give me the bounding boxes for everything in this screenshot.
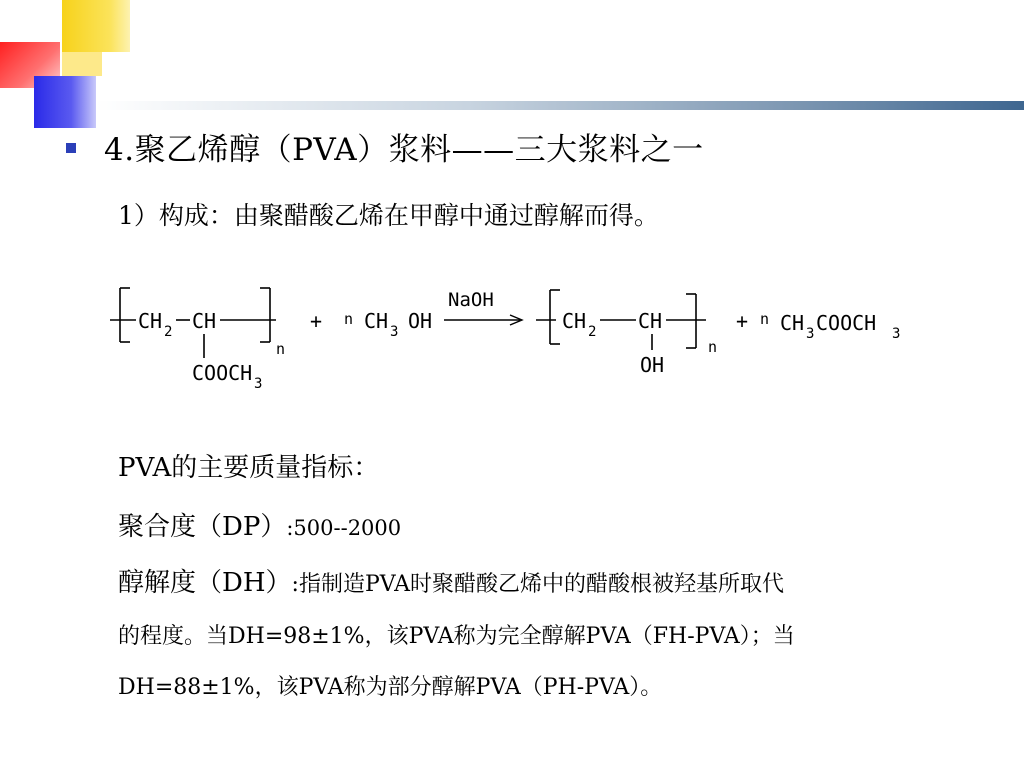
r1-n: n: [276, 340, 286, 358]
dh-line-2: 的程度。当DH=98±1%，该PVA称为完全醇解PVA（FH-PVA）；当: [118, 624, 795, 649]
decor-blue-square: [34, 76, 96, 128]
r1-side-sub: 3: [254, 376, 263, 392]
dp-value: :500--2000: [286, 516, 402, 540]
dh-line: [118, 562, 784, 599]
p2-sub-2: 3: [892, 326, 901, 342]
r1-ch2-sub: 2: [164, 324, 173, 340]
dp-label: 聚合度（DP）: [118, 512, 287, 542]
coef-2: n: [760, 310, 770, 328]
p2-formula-start: CH: [780, 311, 805, 335]
bullet-square-icon: [66, 143, 76, 153]
p1-ch2: CH: [562, 309, 587, 333]
slide-heading: 4.聚乙烯醇（PVA）浆料——三大浆料之一: [104, 132, 704, 168]
r1-ch2: CH: [138, 309, 163, 333]
decor-yellow-square: [62, 0, 130, 52]
methanol-sub: 3: [390, 324, 399, 340]
catalyst-label: NaOH: [448, 289, 494, 311]
r1-side-group: COOCH: [192, 361, 253, 385]
plus-2: +: [736, 309, 749, 333]
reaction-equation: [100, 270, 920, 400]
dh-line-3: DH=88±1%，该PVA称为部分醇解PVA（PH-PVA）。: [118, 675, 663, 700]
p1-side-group: OH: [640, 353, 665, 377]
plus-1: +: [310, 309, 323, 333]
p1-ch: CH: [638, 309, 663, 333]
r1-ch: CH: [192, 309, 217, 333]
dh-label: 醇解度（DH）: [118, 568, 292, 598]
p1-ch2-sub: 2: [588, 324, 597, 340]
composition-line: 1）构成：由聚醋酸乙烯在甲醇中通过醇解而得。: [118, 201, 659, 230]
decor-yellow-strip: [62, 52, 102, 76]
dp-line: [118, 506, 401, 543]
decor-top-gradient-line: [96, 101, 1024, 110]
coef-1: n: [344, 310, 354, 328]
p2-sub-1: 3: [806, 326, 815, 342]
dh-definition: :指制造PVA时聚醋酸乙烯中的醋酸根被羟基所取代: [291, 572, 785, 597]
quality-title: PVA的主要质量指标：: [118, 453, 380, 483]
p1-n: n: [708, 338, 718, 356]
p2-formula-mid: COOCH: [816, 311, 877, 335]
methanol-oh: OH: [408, 309, 433, 333]
methanol: CH: [364, 309, 389, 333]
